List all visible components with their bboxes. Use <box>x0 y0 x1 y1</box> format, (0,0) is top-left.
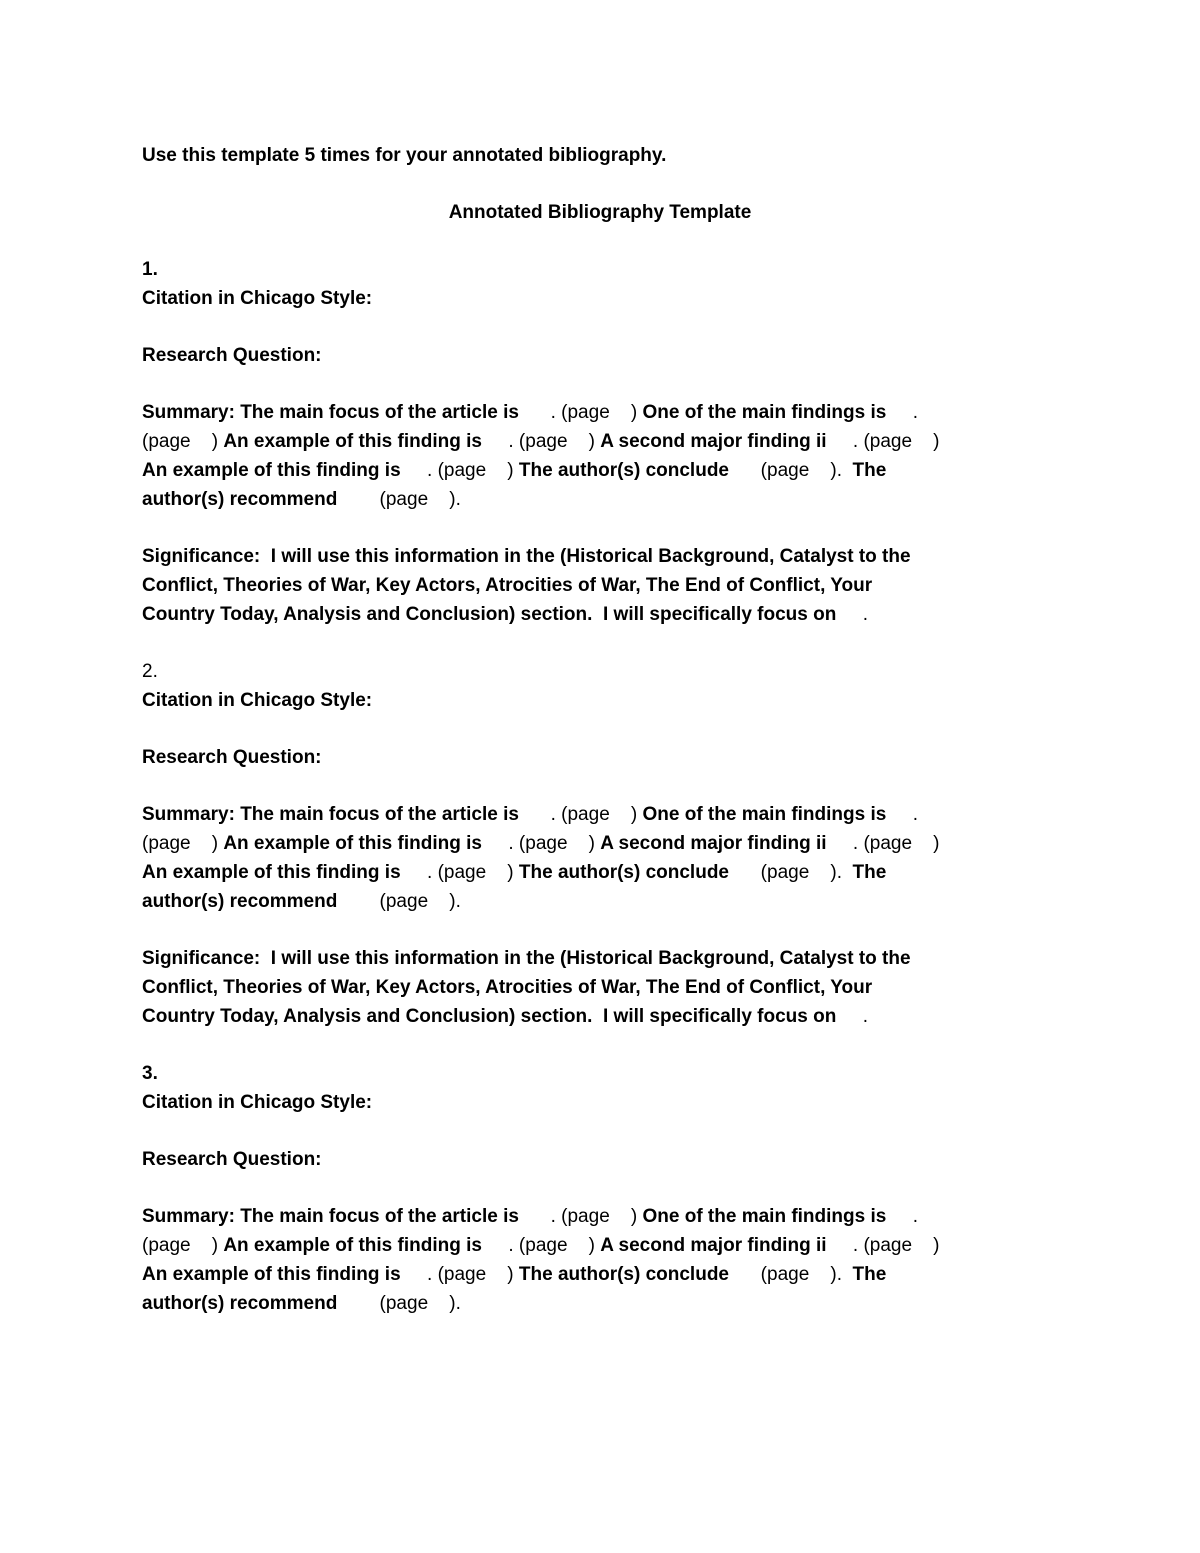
page-placeholder: . (page ) <box>826 431 940 452</box>
summary-text: One of the main findings is <box>642 402 887 423</box>
summary-text: A second major finding ii <box>600 431 827 452</box>
summary-text: The author(s) conclude <box>518 1264 729 1285</box>
summary-text: The author(s) conclude <box>518 862 729 883</box>
entry-number: 2. <box>142 661 158 682</box>
summary-text: A second major finding ii <box>600 1235 827 1256</box>
summary-paragraph <box>142 398 1042 514</box>
significance-paragraph <box>142 944 1042 1031</box>
citation-label: Citation in Chicago Style: <box>142 288 373 309</box>
summary-text: Summary: The main focus of the article is <box>142 804 519 825</box>
entry-number: 1. <box>142 259 158 280</box>
summary-text: The <box>852 862 887 883</box>
summary-text: An example of this finding is <box>142 460 401 481</box>
summary-text: An example of this finding is <box>223 833 482 854</box>
page-placeholder: (page ). <box>337 1293 461 1314</box>
page-placeholder: (page ) <box>142 1235 224 1256</box>
research-question-label: Research Question: <box>142 345 322 366</box>
page-placeholder: (page ). <box>729 1264 853 1285</box>
significance-line: Country Today, Analysis and Conclusion) section. I will specifically focus on <box>142 1006 837 1027</box>
summary-text: The author(s) conclude <box>518 460 729 481</box>
summary-paragraph <box>142 1202 1042 1318</box>
summary-paragraph <box>142 800 1042 916</box>
summary-text: A second major finding ii <box>600 833 827 854</box>
significance-line: Country Today, Analysis and Conclusion) section. I will specifically focus on <box>142 604 837 625</box>
document-title: Annotated Bibliography Template <box>448 202 752 223</box>
summary-text: author(s) recommend <box>142 891 338 912</box>
page-placeholder: (page ). <box>337 489 461 510</box>
blank-placeholder: . <box>886 804 919 825</box>
page-placeholder: . (page ) <box>481 1235 601 1256</box>
entry-2 <box>142 657 1042 1059</box>
page-placeholder: . (page ) <box>400 1264 519 1285</box>
entry-number: 3. <box>142 1063 158 1084</box>
summary-text: An example of this finding is <box>223 431 482 452</box>
summary-text: Summary: The main focus of the article is <box>142 1206 519 1227</box>
blank-placeholder: . <box>836 604 869 625</box>
summary-text: One of the main findings is <box>642 804 887 825</box>
page-placeholder: . (page ) <box>518 402 643 423</box>
entry-3 <box>142 1059 1042 1318</box>
summary-text: An example of this finding is <box>142 1264 401 1285</box>
summary-text: An example of this finding is <box>142 862 401 883</box>
summary-text: An example of this finding is <box>223 1235 482 1256</box>
research-question-label: Research Question: <box>142 747 322 768</box>
page-placeholder: . (page ) <box>518 804 643 825</box>
blank-placeholder: . <box>886 1206 919 1227</box>
summary-text: One of the main findings is <box>642 1206 887 1227</box>
page-placeholder: (page ). <box>729 862 853 883</box>
page-placeholder: . (page ) <box>826 1235 940 1256</box>
research-question-label: Research Question: <box>142 1149 322 1170</box>
significance-line: Significance: I will use this information in the (Historical Background, Catalyst to the <box>142 546 911 567</box>
page-placeholder: (page ) <box>142 833 224 854</box>
citation-label: Citation in Chicago Style: <box>142 690 373 711</box>
blank-placeholder: . <box>836 1006 869 1027</box>
instruction-text: Use this template 5 times for your annotated bibliography. <box>142 145 667 166</box>
page-placeholder: (page ) <box>142 431 224 452</box>
summary-text: The <box>852 460 887 481</box>
significance-line: Significance: I will use this information in the (Historical Background, Catalyst to the <box>142 948 911 969</box>
page-placeholder: . (page ) <box>400 862 519 883</box>
page-placeholder: . (page ) <box>481 833 601 854</box>
page-placeholder: . (page ) <box>481 431 601 452</box>
significance-line: Conflict, Theories of War, Key Actors, Atrocities of War, The End of Conflict, Your <box>142 977 873 998</box>
page-placeholder: (page ). <box>337 891 461 912</box>
significance-line: Conflict, Theories of War, Key Actors, Atrocities of War, The End of Conflict, Your <box>142 575 873 596</box>
significance-paragraph <box>142 542 1042 629</box>
summary-text: The <box>852 1264 887 1285</box>
page-placeholder: . (page ) <box>518 1206 643 1227</box>
page-placeholder: . (page ) <box>400 460 519 481</box>
summary-text: author(s) recommend <box>142 1293 338 1314</box>
page-placeholder: . (page ) <box>826 833 940 854</box>
summary-text: author(s) recommend <box>142 489 338 510</box>
blank-placeholder: . <box>886 402 919 423</box>
document-page <box>142 141 1042 1318</box>
citation-label: Citation in Chicago Style: <box>142 1092 373 1113</box>
entry-1 <box>142 255 1042 657</box>
page-placeholder: (page ). <box>729 460 853 481</box>
summary-text: Summary: The main focus of the article is <box>142 402 519 423</box>
